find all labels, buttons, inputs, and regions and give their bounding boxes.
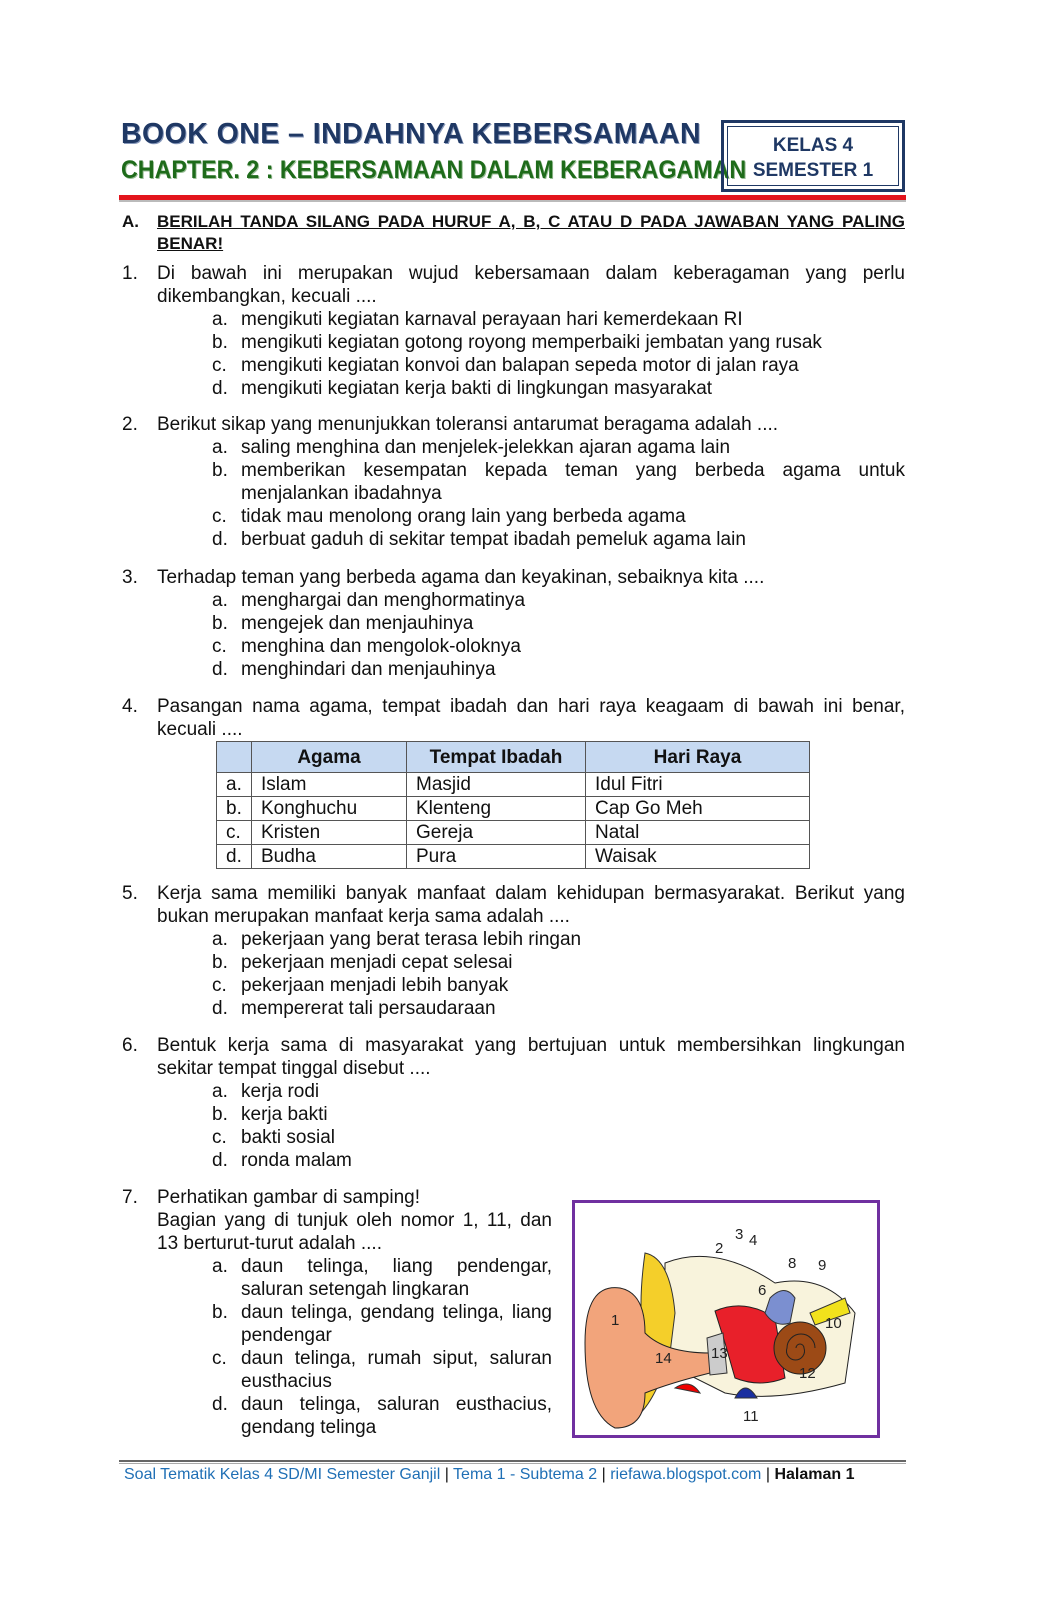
option-text: tidak mau menolong orang lain yang berbeda agama xyxy=(241,506,686,527)
question-text: Berikut sikap yang menunjukkan toleransi antarumat beragama adalah .... xyxy=(157,414,779,435)
answer-option[interactable] xyxy=(212,612,905,635)
table-cell: Cap Go Meh xyxy=(586,797,810,821)
option-text: saling menghina dan menjelek-jelekkan ajaran agama lain xyxy=(241,437,731,458)
answer-option[interactable] xyxy=(212,505,905,528)
ear-label: 6 xyxy=(758,1282,767,1299)
ear-diagram xyxy=(572,1200,880,1438)
ear-label: 10 xyxy=(825,1315,842,1332)
ear-illustration xyxy=(575,1203,877,1435)
ear-label: 12 xyxy=(799,1365,816,1382)
footer-site-link[interactable]: riefawa.blogspot.com xyxy=(610,1466,762,1483)
answer-option[interactable] xyxy=(212,997,905,1020)
option-text: bakti sosial xyxy=(241,1127,335,1148)
option-letter: c. xyxy=(212,636,227,657)
question-2 xyxy=(122,413,905,551)
option-letter: d. xyxy=(212,659,228,680)
answer-option[interactable] xyxy=(212,1255,552,1301)
answer-option[interactable] xyxy=(212,1080,905,1103)
option-text: pekerjaan menjadi lebih banyak xyxy=(241,975,509,996)
option-letter: a. xyxy=(212,1081,228,1102)
option-letter: d. xyxy=(212,529,228,550)
answer-option[interactable] xyxy=(212,1103,905,1126)
footer-left: Soal Tematik Kelas 4 SD/MI Semester Ganjil xyxy=(124,1466,441,1483)
section-letter: A. xyxy=(122,212,139,231)
ear-label: 13 xyxy=(711,1345,728,1362)
question-text: Terhadap teman yang berbeda agama dan keyakinan, sebaiknya kita .... xyxy=(157,567,765,588)
table-cell: Idul Fitri xyxy=(586,773,810,797)
option-text: mengikuti kegiatan gotong royong memperbaiki jembatan yang rusak xyxy=(241,332,822,353)
table-cell: Islam xyxy=(252,773,407,797)
table-cell: a. xyxy=(217,773,252,797)
table-cell: Waisak xyxy=(586,845,810,869)
answer-option[interactable] xyxy=(212,635,905,658)
answer-option[interactable] xyxy=(212,1126,905,1149)
ear-label: 14 xyxy=(655,1350,672,1367)
answer-option[interactable] xyxy=(212,1393,552,1439)
table-cell: b. xyxy=(217,797,252,821)
question-number: 6. xyxy=(122,1035,138,1056)
answer-option[interactable] xyxy=(212,928,905,951)
question-7 xyxy=(122,1186,552,1439)
answer-option[interactable] xyxy=(212,1347,552,1393)
question-number: 1. xyxy=(122,263,138,284)
option-letter: a. xyxy=(212,437,228,458)
option-text: mengikuti kegiatan konvoi dan balapan sepeda motor di jalan raya xyxy=(241,355,799,376)
option-letter: d. xyxy=(212,1150,228,1171)
table-cell: Pura xyxy=(407,845,586,869)
option-text: mengikuti kegiatan kerja bakti di lingkungan masyarakat xyxy=(241,378,713,399)
table-cell: Konghuchu xyxy=(252,797,407,821)
footer-theme: Tema 1 - Subtema 2 xyxy=(453,1466,598,1483)
question-text: Pasangan nama agama, tempat ibadah dan hari raya keagaam di bawah ini benar, kecuali .... xyxy=(157,696,905,740)
class-label: KELAS 4 xyxy=(772,135,854,156)
option-text: kerja bakti xyxy=(241,1104,328,1125)
religion-table xyxy=(216,741,810,869)
option-text: mempererat tali persaudaraan xyxy=(241,998,496,1019)
option-letter: b. xyxy=(212,332,228,353)
option-text: pekerjaan yang berat terasa lebih ringan xyxy=(241,929,582,950)
table-header: Hari Raya xyxy=(586,742,810,773)
ear-label: 2 xyxy=(715,1240,724,1257)
option-text: pekerjaan menjadi cepat selesai xyxy=(241,952,513,973)
table-row xyxy=(217,773,810,797)
table-cell: c. xyxy=(217,821,252,845)
semester-label: SEMESTER 1 xyxy=(752,160,874,181)
option-text: ronda malam xyxy=(241,1150,352,1171)
question-number: 3. xyxy=(122,567,138,588)
question-3 xyxy=(122,566,905,681)
option-letter: a. xyxy=(212,929,228,950)
answer-option[interactable] xyxy=(212,589,905,612)
question-5 xyxy=(122,882,905,1020)
option-letter: a. xyxy=(212,590,228,611)
option-text: mengejek dan menjauhinya xyxy=(241,613,474,634)
table-cell: Masjid xyxy=(407,773,586,797)
answer-option[interactable] xyxy=(212,1301,552,1347)
option-letter: b. xyxy=(212,613,228,634)
option-letter: c. xyxy=(212,355,227,376)
answer-option[interactable] xyxy=(212,459,905,505)
option-text: memberikan kesempatan kepada teman yang berbeda agama untuk menjalankan ibadahnya xyxy=(241,460,905,504)
option-letter: c. xyxy=(212,506,227,527)
option-text: daun telinga, liang pendengar, saluran setengah lingkaran xyxy=(241,1256,552,1300)
question-number: 5. xyxy=(122,883,138,904)
option-letter: b. xyxy=(212,1302,228,1323)
option-letter: a. xyxy=(212,1256,228,1277)
table-cell: Budha xyxy=(252,845,407,869)
question-number: 4. xyxy=(122,696,138,717)
answer-option[interactable] xyxy=(212,974,905,997)
option-text: berbuat gaduh di sekitar tempat ibadah pemeluk agama lain xyxy=(241,529,746,550)
question-text-2: Bagian yang di tunjuk oleh nomor 1, 11, dan 13 berturut-turut adalah .... xyxy=(157,1210,552,1254)
question-6 xyxy=(122,1034,905,1172)
table-cell: d. xyxy=(217,845,252,869)
question-text: Bentuk kerja sama di masyarakat yang bertujuan untuk membersihkan lingkungan sekitar tempat tinggal disebut .... xyxy=(157,1035,905,1079)
option-text: daun telinga, rumah siput, saluran eusthacius xyxy=(241,1348,552,1392)
chapter-title: CHAPTER. 2 : KEBERSAMAAN DALAM KEBERAGAMAN xyxy=(121,156,747,184)
table-row xyxy=(217,821,810,845)
option-letter: b. xyxy=(212,460,228,481)
table-cell: Gereja xyxy=(407,821,586,845)
footer-page-label: Halaman xyxy=(774,1466,842,1483)
question-number: 2. xyxy=(122,414,138,435)
option-letter: c. xyxy=(212,975,227,996)
option-letter: c. xyxy=(212,1348,227,1369)
answer-option[interactable] xyxy=(212,951,905,974)
question-text: Perhatikan gambar di samping! xyxy=(157,1187,420,1208)
ear-label: 4 xyxy=(749,1232,758,1249)
answer-option[interactable] xyxy=(212,354,905,377)
option-letter: a. xyxy=(212,309,228,330)
footer-page-number: 1 xyxy=(845,1466,855,1483)
table-header: Agama xyxy=(252,742,407,773)
question-text: Kerja sama memiliki banyak manfaat dalam kehidupan bermasyarakat. Berikut yang bukan merupakan manfaat kerja sama adalah .... xyxy=(157,883,905,927)
table-row xyxy=(217,845,810,869)
ear-label: 3 xyxy=(735,1226,744,1243)
option-letter: b. xyxy=(212,952,228,973)
question-number: 7. xyxy=(122,1187,138,1208)
option-text: mengikuti kegiatan karnaval perayaan hari kemerdekaan RI xyxy=(241,309,743,330)
ear-label: 1 xyxy=(611,1312,620,1329)
table-row xyxy=(217,797,810,821)
option-text: menghindari dan menjauhinya xyxy=(241,659,496,680)
question-1 xyxy=(122,262,905,400)
question-4 xyxy=(122,695,905,741)
option-text: kerja rodi xyxy=(241,1081,320,1102)
option-letter: b. xyxy=(212,1104,228,1125)
book-title: BOOK ONE – INDAHNYA KEBERSAMAAN xyxy=(121,118,701,150)
question-text: Di bawah ini merupakan wujud kebersamaan dalam keberagaman yang perlu dikembangkan, kecuali .... xyxy=(157,263,905,307)
footer-divider xyxy=(119,1460,906,1464)
table-cell: Natal xyxy=(586,821,810,845)
answer-option[interactable] xyxy=(212,436,905,459)
option-letter: d. xyxy=(212,1394,228,1415)
option-text: daun telinga, gendang telinga, liang pendengar xyxy=(241,1302,552,1346)
option-letter: d. xyxy=(212,378,228,399)
answer-option[interactable] xyxy=(212,528,905,551)
ear-label: 11 xyxy=(743,1408,759,1425)
table-header xyxy=(217,742,252,773)
option-letter: c. xyxy=(212,1127,227,1148)
class-box xyxy=(721,120,905,192)
table-cell: Klenteng xyxy=(407,797,586,821)
option-letter: d. xyxy=(212,998,228,1019)
answer-option[interactable] xyxy=(212,658,905,681)
option-text: menghina dan mengolok-oloknya xyxy=(241,636,521,657)
ear-label: 9 xyxy=(818,1257,827,1274)
table-header: Tempat Ibadah xyxy=(407,742,586,773)
answer-option[interactable] xyxy=(212,308,905,331)
instruction-text: BERILAH TANDA SILANG PADA HURUF A, B, C ATAU D PADA JAWABAN YANG PALING BENAR! xyxy=(157,212,905,253)
answer-option[interactable] xyxy=(212,1149,905,1172)
header-divider xyxy=(119,195,906,202)
answer-option[interactable] xyxy=(212,377,905,400)
section-instruction xyxy=(122,211,905,255)
footer: Soal Tematik Kelas 4 SD/MI Semester Ganjil | Tema 1 - Subtema 2 | riefawa.blogspot.com | Halaman 1 xyxy=(124,1466,855,1483)
ear-label: 8 xyxy=(788,1255,797,1272)
table-cell: Kristen xyxy=(252,821,407,845)
option-text: daun telinga, saluran eusthacius, gendang telinga xyxy=(241,1394,552,1438)
answer-option[interactable] xyxy=(212,331,905,354)
option-text: menghargai dan menghormatinya xyxy=(241,590,526,611)
